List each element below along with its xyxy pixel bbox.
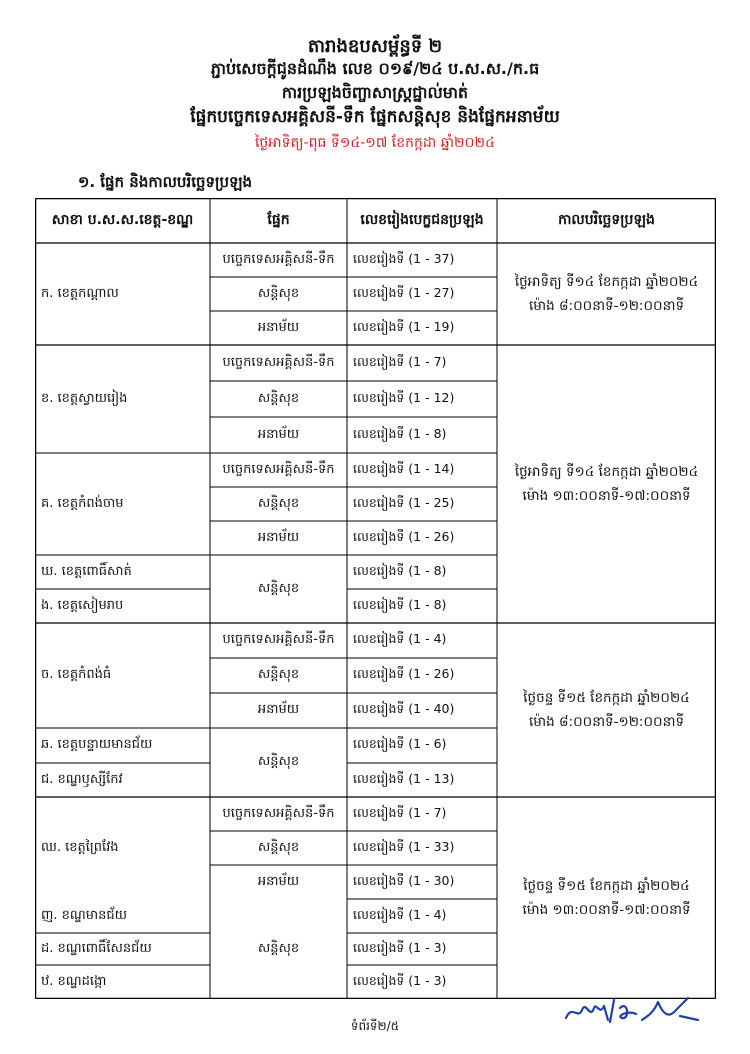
department-cell: បច្ចេកទេសអគ្គិសនី-ទឹក (222, 805, 335, 821)
exam-period-time: ម៉ោង ៨:០០នាទី-១២:០០នាទី (528, 298, 685, 314)
exam-schedule-table (35, 198, 716, 999)
exam-number-cell: លេខរៀងទី (1 - 26) (353, 528, 455, 544)
department-cell: សន្តិសុខ (257, 390, 300, 406)
branch-cell: ឋ. ខណ្ឌដង្កោ (41, 973, 107, 989)
header-department: ផ្នែក (267, 212, 290, 228)
exam-number-cell: លេខរៀងទី (1 - 7) (353, 804, 447, 820)
exam-number-cell: លេខរៀងទី (1 - 26) (353, 666, 455, 681)
branch-cell: ជ. ខណ្ឌឫស្សីកែវ (41, 771, 123, 787)
section-title: ១. ផ្នែក និងកាលបរិច្ឆេទប្រឡង (78, 173, 253, 191)
department-cell: អនាម័យ (257, 426, 300, 442)
branch-cell: ង. ខេត្តសៀមរាប (41, 597, 124, 613)
department-cell: អនាម័យ (257, 529, 300, 545)
exam-number-cell: លេខរៀងទី (1 - 4) (353, 631, 447, 646)
exam-number-cell: លេខរៀងទី (1 - 6) (353, 736, 447, 751)
branch-cell: ច. ខេត្តកំពង់ធំ (41, 667, 112, 682)
exam-departments: ផ្នែកបច្ចេកទេសអគ្គិសនី-ទឹក ផ្នែកសន្តិសុខ និងផ្នែកអនាម័យ (190, 107, 560, 127)
exam-period-cell (497, 345, 716, 623)
exam-period-time: ម៉ោង ៨:០០នាទី-១២:០០នាទី (528, 714, 685, 730)
department-cell: អនាម័យ (257, 319, 300, 335)
department-cell: អនាម័យ (257, 873, 300, 889)
branch-cell: ញ. ខណ្ឌមានជ័យ (41, 907, 128, 923)
exam-period-date: ថ្ងៃអាទិត្យ ទី១៤ ខែកក្កដា ឆ្នាំ២០២៤ (514, 464, 699, 480)
department-cell: បច្ចេកទេសអគ្គិសនី-ទឹក (222, 632, 335, 647)
department-cell: អនាម័យ (257, 702, 300, 717)
header-branch: សាខា ប.ស.ស.ខេត្ត-ខណ្ឌ (51, 212, 194, 228)
department-cell: សន្តិសុខ (257, 839, 300, 855)
exam-number-cell: លេខរៀងទី (1 - 13) (353, 770, 455, 786)
notice-reference: ភ្ជាប់សេចក្តីជូនដំណឹង លេខ ០១៩/២៤ ប.ស.ស./ក.ធ (210, 59, 540, 78)
exam-number-cell: លេខរៀងទី (1 - 37) (353, 250, 455, 266)
header-exam-period: កាលបរិច្ឆេទប្រឡង (558, 212, 655, 228)
exam-number-cell: លេខរៀងទី (1 - 19) (353, 318, 455, 334)
exam-number-cell: លេខរៀងទី (1 - 7) (353, 353, 447, 369)
exam-number-cell: លេខរៀងទី (1 - 12) (353, 389, 455, 405)
exam-number-cell: លេខរៀងទី (1 - 3) (353, 939, 447, 955)
department-cell: សន្តិសុខ (257, 580, 300, 596)
page-number: ទំព័រទី២/៥ (350, 1019, 400, 1033)
exam-dates: ថ្ងៃអាទិត្យ-ពុធ ទី១៤-១៧ ខែកក្កដា ឆ្នាំ២០២៤ (254, 135, 496, 151)
branch-cell: គ. ខេត្តកំពង់ចាម (41, 495, 124, 511)
exam-number-cell: លេខរៀងទី (1 - 4) (353, 906, 447, 922)
branch-cell: ដ. ខណ្ឌពោធិ៍សែនជ័យ (41, 940, 152, 956)
branch-cell: ក. ខេត្តកណ្ដាល (41, 285, 119, 301)
exam-period-cell (497, 243, 716, 345)
department-cell: សន្តិសុខ (257, 940, 300, 956)
exam-period-time: ម៉ោង ១៣:០០នាទី-១៧:០០នាទី (522, 902, 691, 918)
header-exam-numbers: លេខរៀងបេក្ខជនប្រឡង (360, 212, 484, 228)
exam-period-date: ថ្ងៃអាទិត្យ ទី១៤ ខែកក្កដា ឆ្នាំ២០២៤ (514, 274, 699, 290)
department-cell: បច្ចេកទេសអគ្គិសនី-ទឹក (222, 354, 335, 370)
exam-number-cell: លេខរៀងទី (1 - 30) (353, 872, 455, 888)
exam-number-cell: លេខរៀងទី (1 - 8) (353, 596, 447, 612)
annex-title: តារាងឧបសម្ព័ន្ធទី ២ (307, 36, 443, 57)
branch-cell: ឃ. ខេត្តពោធិ៍សាត់ (41, 563, 132, 579)
department-cell: បច្ចេកទេសអគ្គិសនី-ទឹក (222, 461, 335, 477)
branch-cell: ឈ. ខេត្តព្រៃវែង (41, 839, 119, 855)
exam-title: ការប្រឡងចិញ្ចាសាស្ត្រជ្នាល់មាត់ (281, 83, 469, 102)
exam-period-date: ថ្ងៃចន្ទ ទី១៥ ខែកក្កដា ឆ្នាំ២០២៤ (523, 690, 690, 706)
exam-period-time: ម៉ោង ១៣:០០នាទី-១៧:០០នាទី (522, 488, 691, 504)
exam-period-cell (497, 623, 716, 797)
exam-number-cell: លេខរៀងទី (1 - 14) (353, 460, 455, 476)
department-cell: សន្តិសុខ (257, 667, 300, 682)
exam-period-cell (497, 797, 716, 999)
department-cell: សន្តិសុខ (257, 285, 300, 301)
exam-number-cell: លេខរៀងទី (1 - 27) (353, 284, 455, 300)
exam-number-cell: លេខរៀងទី (1 - 40) (353, 701, 455, 716)
exam-number-cell: លេខរៀងទី (1 - 8) (353, 425, 447, 441)
department-cell: សន្តិសុខ (257, 495, 300, 511)
department-cell: សន្តិសុខ (257, 754, 300, 769)
branch-cell: ឆ. ខេត្តបន្ទាយមានជ័យ (41, 737, 153, 752)
department-cell: បច្ចេកទេសអគ្គិសនី-ទឹក (222, 251, 335, 267)
exam-number-cell: លេខរៀងទី (1 - 25) (353, 494, 455, 510)
branch-cell: ខ. ខេត្តស្វាយរៀង (41, 390, 128, 406)
exam-number-cell: លេខរៀងទី (1 - 33) (353, 838, 455, 854)
exam-number-cell: លេខរៀងទី (1 - 8) (353, 562, 447, 578)
exam-period-date: ថ្ងៃចន្ទ ទី១៥ ខែកក្កដា ឆ្នាំ២០២៤ (523, 878, 690, 894)
exam-number-cell: លេខរៀងទី (1 - 3) (353, 972, 447, 988)
